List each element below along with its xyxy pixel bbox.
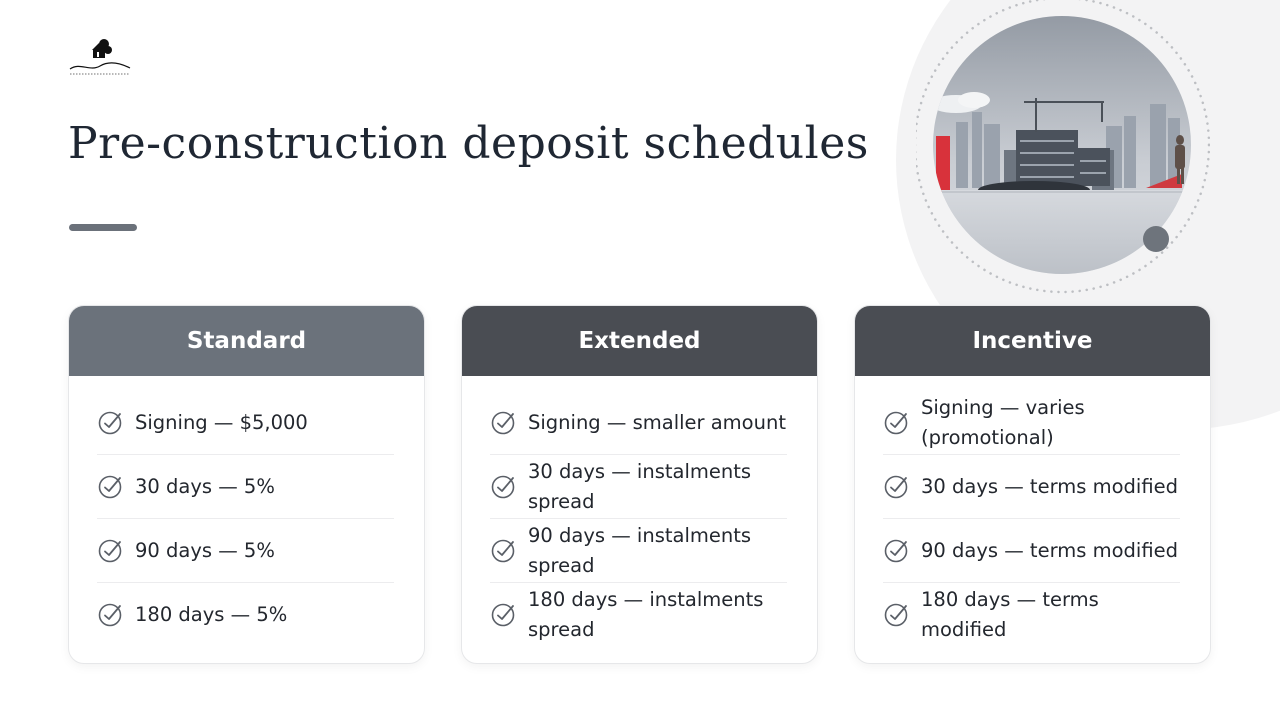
check-circle-icon xyxy=(97,538,123,564)
list-item xyxy=(97,583,394,647)
company-logo xyxy=(66,36,134,78)
list-item xyxy=(97,391,394,455)
card-list xyxy=(97,391,394,647)
list-item xyxy=(490,391,787,455)
list-item xyxy=(97,519,394,583)
list-item-text: 180 days — instalments spread xyxy=(528,588,764,641)
list-item-text: 30 days — 5% xyxy=(135,474,275,498)
list-item xyxy=(97,455,394,519)
city-construction-image xyxy=(916,0,1210,294)
list-item xyxy=(883,455,1180,519)
list-item-text: 90 days — 5% xyxy=(135,538,275,562)
check-circle-icon xyxy=(883,602,909,628)
card-extended xyxy=(461,305,818,664)
list-item xyxy=(883,519,1180,583)
card-heading: Standard xyxy=(69,306,424,376)
check-circle-icon xyxy=(490,410,516,436)
card-list xyxy=(490,391,787,647)
card-list xyxy=(883,391,1180,647)
list-item-text: 180 days — 5% xyxy=(135,603,288,626)
check-circle-icon xyxy=(490,538,516,564)
card-heading: Incentive xyxy=(855,306,1210,376)
check-circle-icon xyxy=(97,474,123,500)
list-item-text: 90 days — instalments spread xyxy=(528,523,752,577)
card-heading: Extended xyxy=(462,306,817,376)
check-circle-icon xyxy=(883,474,909,500)
list-item-text: 30 days — terms modified xyxy=(921,474,1178,498)
card-standard xyxy=(68,305,425,664)
page-title: Pre-construction deposit schedules xyxy=(68,118,869,169)
list-item-text: 90 days — terms modified xyxy=(921,538,1178,562)
list-item xyxy=(490,583,787,647)
list-item xyxy=(883,391,1180,455)
check-circle-icon xyxy=(490,474,516,500)
check-circle-icon xyxy=(490,602,516,628)
check-circle-icon xyxy=(97,602,123,628)
list-item xyxy=(883,583,1180,647)
list-item-text: 30 days — instalments spread xyxy=(528,459,752,513)
list-item-text: Signing — varies (promotional) xyxy=(921,395,1085,449)
card-incentive xyxy=(854,305,1211,664)
check-circle-icon xyxy=(97,410,123,436)
list-item xyxy=(490,519,787,583)
list-item xyxy=(490,455,787,519)
list-item-text: 180 days — terms modified xyxy=(921,588,1099,641)
check-circle-icon xyxy=(883,410,909,436)
list-item-text: Signing — smaller amount xyxy=(528,410,786,434)
title-accent-rule xyxy=(69,224,137,231)
list-item-text: Signing — $5,000 xyxy=(135,410,308,434)
check-circle-icon xyxy=(883,538,909,564)
